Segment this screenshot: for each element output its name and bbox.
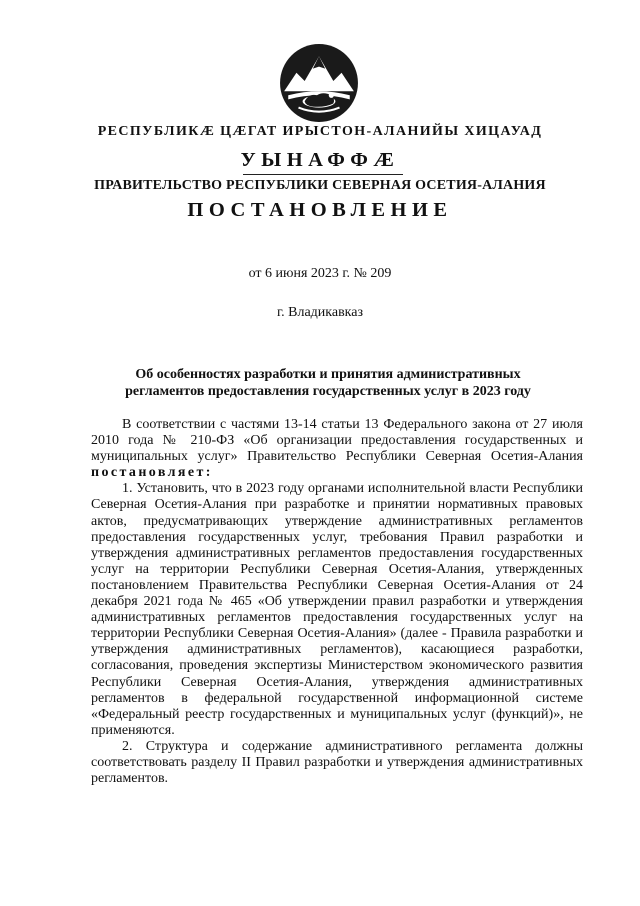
decree-word: постановляет: bbox=[91, 465, 213, 481]
ossetian-government-name: РЕСПУБЛИКӔ ЦӔГАТ ИРЫСТОН-АЛАНИЙЫ ХИЦАУАД bbox=[97, 124, 543, 139]
document-date-number: от 6 июня 2023 г. № 209 bbox=[248, 266, 392, 281]
clause-1: 1. Установить, что в 2023 году органами исполнительной власти Республики Северная Осетия-Алания при разработке и принятии нормативных правовых актов, предусматривающих утверждение административных регламентов предоставления государственных услуг, требования Правил разработки и утверждения административных регламентов предоставления государственных услуг на территории Республики Северная Осетия-Алания, утвержденных постановлением Правительства Республики Северная Осетия-Алания от 24 декабря 2021 года № 465 «Об утверждении правил разработки и утверждения административных регламентов предоставления государственных услуг на территории Республики Северная Осетия-Алания» (далее - Правила разработки и утверждения административных регламентов), касающиеся разработки, согласования, проведения экспертизы Министерством экономического развития Республики Северная Осетия-Алания, утверждения административных регламентов в федеральной государственной информационной системе «Федеральный реестр государственных и муниципальных услуг (функций)», не применяются. bbox=[91, 481, 583, 738]
header-underline bbox=[243, 174, 403, 175]
ossetian-document-type: УЫНАФФӔ bbox=[240, 149, 400, 171]
intro-paragraph bbox=[91, 417, 583, 481]
clause-2: 2. Структура и содержание административного регламента должны соответствовать разделу II Правил разработки и утверждения административных регламентов. bbox=[91, 738, 583, 787]
document-city: г. Владикавказ bbox=[276, 305, 364, 320]
coat-of-arms-emblem bbox=[278, 42, 360, 124]
document-subject: Об особенностях разработки и принятия административных регламентов предоставления государственных услуг в 2023 году bbox=[125, 367, 531, 399]
russian-government-name: ПРАВИТЕЛЬСТВО РЕСПУБЛИКИ СЕВЕРНАЯ ОСЕТИЯ-АЛАНИЯ bbox=[94, 178, 546, 193]
russian-document-type: ПОСТАНОВЛЕНИЕ bbox=[187, 199, 453, 221]
document-body bbox=[91, 417, 583, 787]
intro-text: В соответствии с частями 13-14 статьи 13 Федерального закона от 27 июля 2010 года № 210-ФЗ «Об организации предоставления государственных и муниципальных услуг» Правительство Республики Северная Осетия-Алания bbox=[91, 417, 583, 465]
